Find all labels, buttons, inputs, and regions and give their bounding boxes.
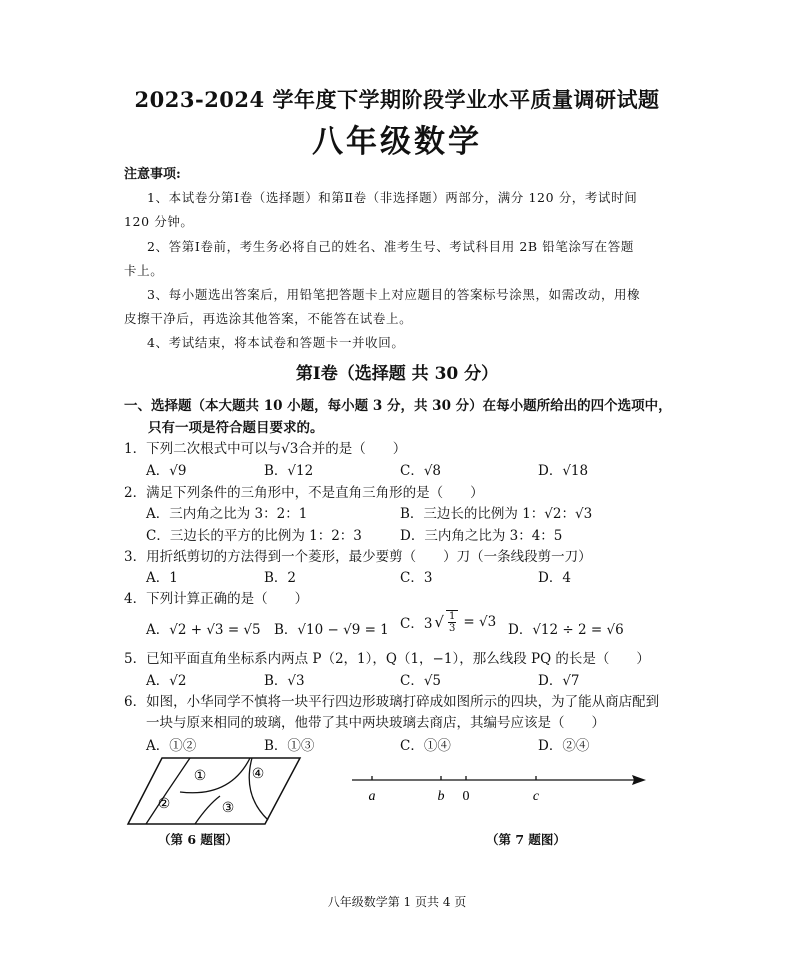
label-zero: 0 [462,789,470,804]
q6-option-a: A．①② [146,738,197,754]
sqrt-sign: √ [434,613,444,631]
crack-left [146,758,190,824]
section-instruction-line-1: 一、选择题（本大题共 10 小题，每小题 3 分，共 30 分）在每小题所给出的四个选项中， [124,398,672,414]
subject-title: 八年级数学 [312,124,482,160]
q3-stem: 3．用折纸剪切的方法得到一个菱形，最少要剪（ ）刀（一条线段剪一刀） [124,549,592,565]
figure-7-caption: （第 7 题图） [486,832,566,847]
q5-option-c: C．√5 [400,673,442,689]
q5-option-d: D．√7 [538,673,580,689]
q3-option-a: A．1 [146,570,178,586]
note-1-line-2: 120 分钟。 [124,214,194,229]
piece-4-label: ④ [251,766,265,782]
q4-option-a: A．√2 + √3 = √5 [146,622,261,638]
q6-stem-line-2: 一块与原来相同的玻璃，他带了其中两块玻璃去商店，其编号应该是（ ） [146,715,605,731]
piece-3-label: ③ [221,800,235,816]
figure-6-caption: （第 6 题图） [158,832,238,847]
figure-6-parallelogram [120,750,310,830]
piece-2-label: ② [157,796,171,812]
q3-option-d: D．4 [538,570,571,586]
q2-option-c: C．三边长的平方的比例为 1：2：3 [146,528,362,544]
exam-title: 2023-2024 学年度下学期阶段学业水平质量调研试题 [134,87,660,112]
q2-stem: 2．满足下列条件的三角形中，不是直角三角形的是（ ） [124,485,484,501]
section-title: 第Ⅰ卷（选择题 共 30 分） [295,364,499,384]
crack-top [180,758,250,793]
q4-option-c [400,610,496,634]
q5-option-a: A．√2 [146,673,187,689]
note-1-line-1: 1、本试卷分第Ⅰ卷（选择题）和第Ⅱ卷（非选择题）两部分，满分 120 分，考试时间 [147,190,638,205]
q6-stem-line-1: 6．如图，小华同学不慎将一块平行四边形玻璃打碎成如图所示的四块，为了能从商店配到 [124,694,660,710]
q2-option-b: B．三边长的比例为 1：√2：√3 [400,506,593,522]
label-c: c [532,789,540,804]
note-3-line-2: 皮擦干净后，再选涂其他答案，不能答在试卷上。 [124,311,413,326]
q1-stem: 1．下列二次根式中可以与√3合并的是（ ） [124,441,407,457]
crack-bottom [195,796,220,824]
figure-7-number-line [348,768,648,808]
q3-option-b: B．2 [264,570,297,586]
page-footer: 八年级数学第 1 页共 4 页 [327,895,467,909]
note-2-line-2: 卡上。 [124,263,164,278]
q6-option-b: B．①③ [264,738,315,754]
q2-option-a: A．三内角之比为 3：2：1 [146,506,308,522]
q1-option-d: D．√18 [538,463,589,479]
q4-option-c-label: C．3 [400,616,433,632]
section-instruction-line-2: 只有一项是符合题目要求的。 [148,420,324,436]
fraction-numerator: 1 [448,611,456,622]
q3-option-c: C．3 [400,570,433,586]
label-b: b [437,789,445,804]
number-line-arrow [632,775,646,785]
q4-option-b: B．√10 − √9 = 1 [274,622,389,638]
q5-option-b: B．√3 [264,673,305,689]
parallelogram-outline [128,758,300,824]
fraction-denominator: 3 [448,623,456,634]
q6-option-c: C．①④ [400,738,451,754]
label-a: a [368,789,376,804]
q4-stem: 4．下列计算正确的是（ ） [124,591,309,607]
piece-1-label: ① [193,768,207,784]
note-4: 4、考试结束，将本试卷和答题卡一并收回。 [147,335,405,350]
q1-option-b: B．√12 [264,463,314,479]
q1-option-a: A．√9 [146,463,187,479]
q4-option-c-fraction [446,610,458,634]
q2-option-d: D．三内角之比为 3：4：5 [400,528,563,544]
note-2-line-1: 2、答第Ⅰ卷前，考生务必将自己的姓名、准考生号、考试科目用 2B 铅笔涂写在答题 [147,239,634,254]
q4-option-d: D．√12 ÷ 2 = √6 [508,622,624,638]
q4-option-c-rest: = √3 [463,614,497,630]
note-3-line-1: 3、每小题选出答案后，用铅笔把答题卡上对应题目的答案标号涂黑，如需改动，用橡 [147,287,641,302]
q5-stem: 5．已知平面直角坐标系内两点 P（2，1），Q（1，−1），那么线段 PQ 的长是（ ） [124,651,650,667]
q1-option-c: C．√8 [400,463,442,479]
notes-heading: 注意事项: [124,167,181,182]
q6-option-d: D．②④ [538,738,590,754]
